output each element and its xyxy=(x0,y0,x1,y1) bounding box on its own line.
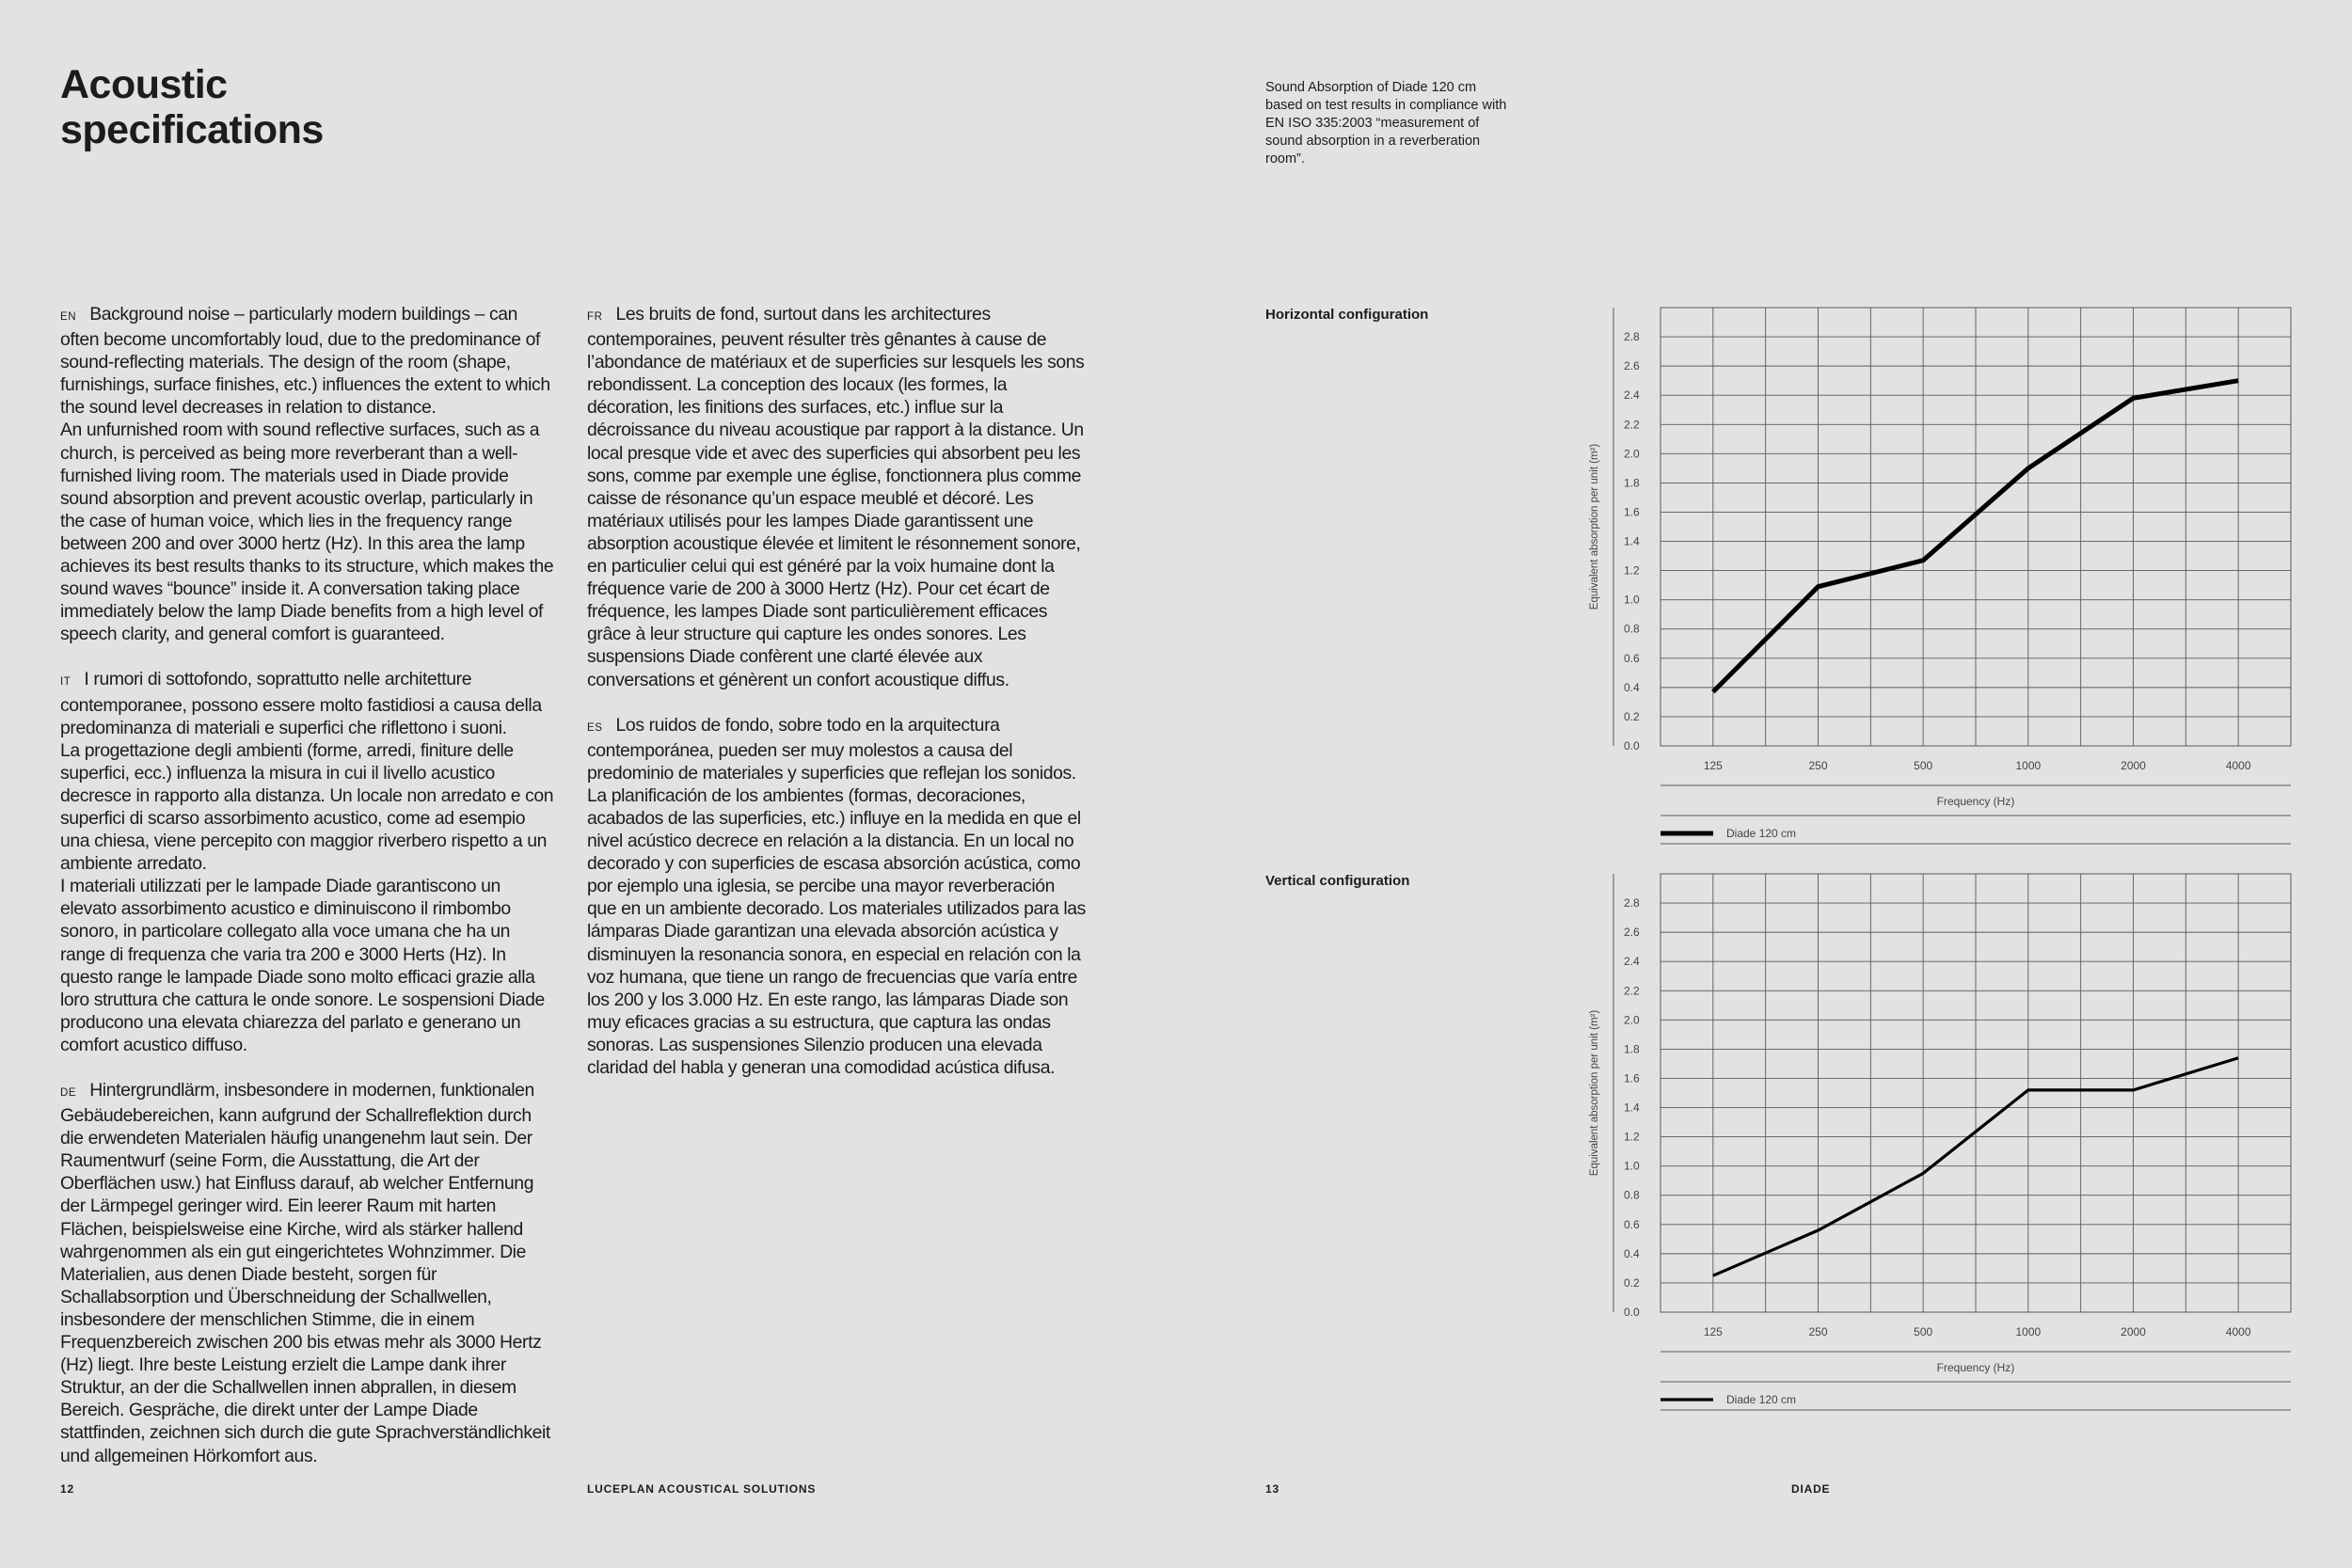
y-axis-title: Equivalent absorption per unit (m²) xyxy=(1589,443,1600,610)
y-tick-label: 0.8 xyxy=(1624,622,1640,636)
y-tick-label: 2.6 xyxy=(1624,926,1640,940)
lang-tag-en: EN xyxy=(60,311,77,323)
y-tick-label: 0.0 xyxy=(1624,1306,1640,1319)
y-tick-label: 2.2 xyxy=(1624,418,1640,432)
footer-title-right: DIADE xyxy=(1791,1482,1831,1496)
lang-tag-es: ES xyxy=(587,721,603,734)
y-tick-label: 2.2 xyxy=(1624,984,1640,998)
text-column-1 xyxy=(60,303,559,1467)
x-tick-label: 4000 xyxy=(2225,1325,2251,1338)
paragraph-it xyxy=(60,668,559,1056)
y-tick-label: 2.8 xyxy=(1624,330,1640,344)
y-tick-label: 1.0 xyxy=(1624,593,1640,607)
paragraph-es-text: Los ruidos de fondo, sobre todo en la arquitectura contemporánea, pueden ser muy molestos a causa del predominio de materiales y superficies que reflejan los sonidos. La planificación de los ambientes (formas, decoraciones, acabados de las superficies, etc.) influye en la medida en que el nivel acústico decrece en relación a la distancia. En un local no decorado y con superficies de escasa absorción acústica, como por ejemplo una iglesia, se percibe una mayor reverberación que en un ambiente decorado. Los materiales utilizados para las lámparas Diade garantizan una elevada absorción acústica y disminuyen la resonancia sonora, en especial en relación con la voz humana, que tiene un rango de frecuencias que varía entre los 200 y los 3.000 Hz. En este rango, las lámparas Diade son muy eficaces gracias a su estructura, que captura las ondas sonoras. Las suspensiones Silenzio producen una elevada claridad del habla y generan una comodidad acústica difusa. xyxy=(587,714,1086,1078)
paragraph-en-text: Background noise – particularly modern buildings – can often become uncomfortably loud, due to the predominance of sound-reflecting materials. The design of the room (shape, furnishings, surface finishes, etc.) influences the extent to which the sound level decreases in relation to distance. An unfurnished room with sound reflective surfaces, such as a church, is perceived as being more reverberant than a well-furnished living room. The materials used in Diade provide sound absorption and prevent acoustic overlap, particularly in the case of human voice, which lies in the frequency range between 200 and over 3000 hertz (Hz). In this area the lamp achieves its best results thanks to its structure, which makes the sound waves “bounce” inside it. A conversation taking place immediately below the lamp Diade benefits from a high level of speech clarity, and general comfort is guaranteed. xyxy=(60,304,554,645)
horizontal-config-chart xyxy=(1581,299,2314,845)
x-tick-label: 125 xyxy=(1703,759,1723,772)
page-title-line-2: specifications xyxy=(60,107,324,152)
x-tick-label: 1000 xyxy=(2015,1325,2042,1338)
y-tick-label: 0.8 xyxy=(1624,1188,1640,1202)
y-tick-label: 1.2 xyxy=(1624,1130,1640,1144)
y-tick-label: 2.4 xyxy=(1624,388,1640,403)
page-title-line-1: Acoustic xyxy=(60,62,228,107)
chart-grid xyxy=(1661,308,2291,746)
legend-label: Diade 120 cm xyxy=(1726,827,1797,840)
lang-tag-it: IT xyxy=(60,676,72,689)
y-tick-label: 1.8 xyxy=(1624,1042,1640,1056)
x-tick-label: 250 xyxy=(1808,759,1828,772)
x-tick-label: 500 xyxy=(1914,1325,1933,1338)
y-tick-label: 2.4 xyxy=(1624,955,1640,969)
x-tick-label: 250 xyxy=(1808,1325,1828,1338)
y-tick-label: 0.2 xyxy=(1624,709,1640,723)
lang-tag-fr: FR xyxy=(587,311,603,323)
paragraph-de xyxy=(60,1079,559,1467)
x-tick-label: 500 xyxy=(1914,759,1933,772)
paragraph-fr xyxy=(587,303,1086,691)
y-tick-label: 0.0 xyxy=(1624,739,1640,752)
y-tick-label: 0.4 xyxy=(1624,680,1640,694)
footer-page-number-right: 13 xyxy=(1265,1482,1279,1496)
y-tick-label: 1.6 xyxy=(1624,1071,1640,1085)
text-column-2 xyxy=(587,303,1086,1079)
y-axis-title: Equivalent absorption per unit (m²) xyxy=(1589,1009,1600,1177)
lang-tag-de: DE xyxy=(60,1087,77,1099)
footer-page-number-left: 12 xyxy=(60,1482,74,1496)
y-tick-label: 1.0 xyxy=(1624,1159,1640,1173)
y-tick-label: 0.4 xyxy=(1624,1246,1640,1260)
paragraph-en xyxy=(60,303,559,645)
y-tick-label: 2.8 xyxy=(1624,896,1640,911)
test-note: Sound Absorption of Diade 120 cm based on test results in compliance with EN ISO 335:2003 “measurement of sound absorption in a reverberation room”. xyxy=(1265,80,1507,166)
vertical-config-chart xyxy=(1581,865,2314,1417)
x-tick-label: 125 xyxy=(1703,1325,1723,1338)
y-tick-label: 0.2 xyxy=(1624,1275,1640,1290)
paragraph-de-text: Hintergrundlärm, insbesondere in modernen, funktionalen Gebäudebereichen, kann aufgrund der Schallreflektion durch die erwendeten Materialen häufig unangenehm laut sein. Der Raumentwurf (seine Form, die Ausstattung, die Art der Oberflächen usw.) hat Einfluss darauf, ab welcher Entfernung der Lärmpegel geringer wird. Ein leerer Raum mit harten Flächen, beispielsweise eine Kirche, wird als stärker hallend wahrgenommen als ein gut eingerichtetes Wohnzimmer. Die Materialien, aus denen Diade besteht, sorgen für Schallabsorption und Überschneidung der Schallwellen, insbesondere der menschlichen Stimme, die in einem Frequenzbereich zwischen 200 bis etwas mehr als 3000 Hertz (Hz) liegt. Ihre beste Leistung erzielt die Lampe dank ihrer Struktur, an der die Schallwellen innen abprallen, in diesem Bereich. Gespräche, die direkt unter der Lampe Diade stattfinden, zeichnen sich durch die gute Sprachverständlichkeit und allgemeinen Hörkomfort aus. xyxy=(60,1080,550,1466)
chart-grid xyxy=(1661,874,2291,1312)
y-tick-label: 1.8 xyxy=(1624,476,1640,490)
x-tick-label: 2000 xyxy=(2121,1325,2146,1338)
paragraph-fr-text: Les bruits de fond, surtout dans les architectures contemporaines, peuvent résulter très gênantes à cause de l’abondance de matériaux et de superficies sur lesquels les sons rebondissent. La conception des locaux (les formes, la décoration, les finitions des surfaces, etc.) influe sur la décroissance du niveau acoustique par rapport à la distance. Un local presque vide et avec des superficies qui absorbent peu les sons, comme par exemple une église, fonctionnera plus comme caisse de résonance qu’un espace meublé et décoré. Les matériaux utilisés pour les lampes Diade garantissent une absorption acoustique élevée et limitent le résonnement sonore, en particulier celui qui est généré par la voix humaine dont la fréquence varie de 200 à 3000 Hertz (Hz). Pour cet écart de fréquence, les lampes Diade sont particulièrement efficaces grâce à leur structure qui capture les ondes sonores. Les suspensions Diade confèrent une clarté élevée aux conversations et génèrent un confort acoustique diffus. xyxy=(587,304,1085,690)
y-tick-label: 2.0 xyxy=(1624,1013,1640,1027)
footer-title-left: LUCEPLAN ACOUSTICAL SOLUTIONS xyxy=(587,1482,817,1496)
legend-label: Diade 120 cm xyxy=(1726,1393,1797,1406)
x-axis-title: Frequency (Hz) xyxy=(1936,795,2015,808)
y-tick-label: 2.6 xyxy=(1624,359,1640,373)
y-tick-label: 1.6 xyxy=(1624,505,1640,519)
page-title xyxy=(60,62,324,152)
y-tick-label: 2.0 xyxy=(1624,447,1640,461)
paragraph-it-text: I rumori di sottofondo, soprattutto nelle architetture contemporanee, possono essere molto fastidiosi a causa della predominanza di materiali e superfici che riflettono i suoni. La progettazione degli ambienti (forme, arredi, finiture delle superfici, ecc.) influenza la misura in cui il livello acustico decresce in rapporto alla distanza. Un locale non arredato e con superfici di scarso assorbimento acustico, come ad esempio una chiesa, viene percepito con maggior riverbero rispetto a un ambiente arredato. I materiali utilizzati per le lampade Diade garantiscono un elevato assorbimento acustico e diminuiscono il rimbombo sonoro, in particolare collegato alla voce umana che ha un range di frequenza che varia tra 200 e 3000 Herts (Hz). In questo range le lampade Diade sono molto efficaci grazie alla loro struttura che cattura le onde sonore. Le sospensioni Diade producono una elevata chiarezza del parlato e generano un comfort acustico diffuso. xyxy=(60,669,554,1055)
paragraph-es xyxy=(587,714,1086,1080)
y-tick-label: 0.6 xyxy=(1624,651,1640,665)
y-tick-label: 0.6 xyxy=(1624,1217,1640,1231)
horizontal-config-label: Horizontal configuration xyxy=(1265,307,1429,323)
x-tick-label: 1000 xyxy=(2015,759,2042,772)
x-tick-label: 2000 xyxy=(2121,759,2146,772)
y-tick-label: 1.2 xyxy=(1624,563,1640,578)
y-tick-label: 1.4 xyxy=(1624,1101,1640,1115)
vertical-config-label: Vertical configuration xyxy=(1265,873,1410,889)
y-tick-label: 1.4 xyxy=(1624,534,1640,548)
x-tick-label: 4000 xyxy=(2225,759,2251,772)
x-axis-title: Frequency (Hz) xyxy=(1936,1361,2015,1374)
